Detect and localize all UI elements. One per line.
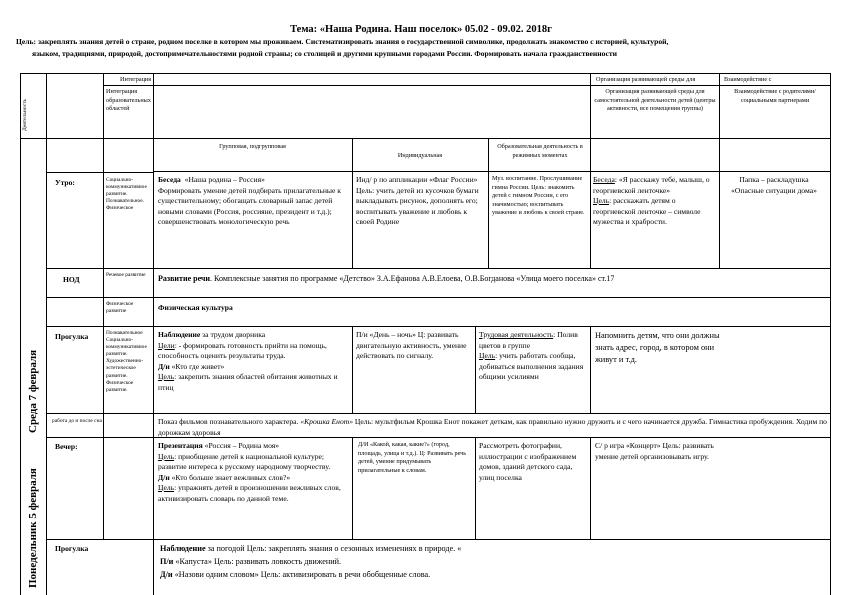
evening-group-activity	[158, 441, 350, 504]
walk2-obs-text: за погодой Цель: закреплять знания о сезонных изменениях в природе. «	[205, 544, 462, 553]
walk1-group-activity	[158, 330, 350, 393]
header-interaction: Взаимодействие с родителями/ социальными партнерами	[734, 88, 816, 104]
morning-group-title: Беседа	[158, 175, 181, 184]
walk1-integration: Познавательное Социально-коммуникативное развитие. Художественно-эстетическое развитие. Физическое развитие.	[106, 330, 147, 393]
row-label-beforesleep: работа до и после сна	[52, 418, 102, 424]
header-group: Групповая, подгрупповая	[219, 143, 286, 150]
morning-group-activity	[158, 175, 350, 228]
nod-speech-text: . Комплексные занятия по программе «Детство» З.А.Ефанова А.В.Елоева, О.В.Богданова «Улица моего поселка» ст.17	[210, 274, 615, 283]
goal-line-1: Цель: закреплять знания детей о стране, родном поселке в котором мы проживаем. Систематизировать знания о государственной символике, продолжать знакомство с историей, культурой,	[16, 37, 669, 46]
nod-integration-speech: Речевое развитие	[106, 272, 146, 278]
row-label-walk1: Прогулка	[55, 332, 89, 341]
walk1-labor-cel: Цель	[479, 351, 496, 360]
header-integration-top: Интеграция	[120, 76, 152, 83]
row-label-morning: Утро:	[55, 178, 75, 187]
morning-interaction: Папка – раскладушка «Опасные ситуации дома»	[731, 175, 817, 195]
beforesleep-text2: Цель: мультфильм Крошка Енот покажет деткам, как правильно нужно дружить и с чего начинается дружба. Гимнастика пробуждения. Ходим по дорожкам здоровья	[158, 417, 827, 437]
morning-org	[593, 175, 717, 228]
morning-org-text1: : «Я расскажу тебе, малыш, о георгиевской ленточке»	[593, 175, 710, 195]
morning-org-cel: Цель	[593, 196, 610, 205]
header-individual: Индивидуальная	[397, 152, 443, 159]
activity-vertical-label: Деятельность	[22, 98, 28, 131]
walk2-obs-title: Наблюдение	[160, 544, 206, 553]
evening-cel2-text: : упражнять детей в произношении вежливых слов, активизировать словарь по данной теме.	[158, 483, 341, 503]
row-label-evening: Вечер:	[55, 442, 78, 451]
document-title: Тема: «Наша Родина. Наш поселок» 05.02 - 09.02. 2018г	[290, 24, 552, 35]
morning-org-text2: : расскажать детям о георгиевской ленточке – символе мужества и храбрости.	[593, 196, 701, 226]
walk1-obs-title: Наблюдение	[158, 330, 201, 339]
walk1-game-title: Д/и	[158, 361, 170, 371]
walk1-cel1: Цели	[158, 340, 175, 350]
walk1-labor	[479, 330, 588, 383]
nod-speech-activity	[158, 273, 678, 284]
evening-org: С/ р игра «Концерт» Цель: развивать умение детей организовывать игру.	[595, 441, 714, 461]
evening-cel2: Цель	[158, 483, 175, 492]
morning-individual: Инд/ р по аппликации «Флаг России» Цель: учить детей из кусочков бумаги выкладывать рисунок, дополнять его; воспитывать уважение и любовь к своей Родине	[356, 175, 479, 226]
row-label-nod: НОД	[63, 275, 80, 284]
evening-pres-title: Презентация	[158, 441, 203, 450]
date-vertical-label: Среда 7 февраля	[27, 349, 39, 433]
evening-cel1-text: : приобщение детей к национальной культуре; развитие интереса к русскому народному творчеству.	[158, 451, 331, 471]
header-integration: Интеграция образовательных областей	[106, 88, 151, 113]
walk2-activity	[160, 542, 820, 581]
extra-vertical-label: Понедельник 5 февраля	[27, 468, 39, 588]
walk1-obs-text: за трудом дворника	[200, 330, 266, 339]
walk2-pi-title: П/и	[160, 557, 174, 566]
header-org: Организация развивающей среды для самостоятельной деятельности детей (центры активности, все помещения группы)	[594, 88, 716, 113]
row-label-walk2: Прогулка	[55, 544, 89, 553]
walk1-cel1-text: : - формировать готовность прийти на помощь, способность оценить результаты труда.	[158, 340, 327, 360]
morning-org-title: Беседа	[593, 175, 615, 184]
nod-integration-physical: Физическое развитие	[106, 301, 134, 315]
beforesleep-activity	[158, 417, 828, 438]
evening-regime: Рассмотреть фотографии, иллюстрации с изображением домов, зданий детского сада, улиц поселка	[479, 441, 577, 482]
evening-game-title: Д/и	[158, 472, 170, 482]
walk1-labor-text: : Полив цветов в группе	[479, 330, 578, 350]
document-goal	[16, 36, 826, 60]
evening-game-text: «Кто больше знает вежливых слов?»	[169, 472, 291, 482]
walk1-labor-title: Трудовая деятельность	[479, 330, 554, 339]
morning-regime: Муз. воспитание. Прослушивание гимна России. Цель: знакомить детей с гимном России, с его значимостью; воспитывать уважение и любовь к своей стране.	[492, 175, 585, 217]
walk2-pi-text: «Капуста» Цель: развивать ловкость движений.	[173, 557, 342, 566]
morning-integration: Социально-коммуникативное развитие. Познавательное. Физическое	[106, 177, 147, 212]
evening-pres-text: «Россия – Родина моя»	[202, 441, 280, 450]
walk2-di-title: Д/и	[160, 570, 173, 579]
walk2-di-text: «Назови одним словом» Цель: активизировать в речи обобщенные слова.	[172, 570, 431, 579]
walk1-org: Напомнить детям, что они должны знать адрес, город, в котором они живут и т.д.	[595, 331, 720, 364]
vertical-label-column	[20, 73, 47, 595]
goal-line-2: языком, традициями, природой, достопримечательностями родной страны; со столицей и другими крупными городами России. Формировать начала гражданственности	[32, 49, 617, 58]
walk1-labor-cel-text: : учить работать сообща, добиваться выполнения задания общими усилиями	[479, 351, 584, 381]
evening-individual: Д/И «Какой, какая, какие?» (город, площадь, улица и т.д.). Ц: Развивать речь детей, умение придумывать прилагательные к словам.	[358, 441, 467, 474]
walk1-game-text: «Кто где живет»	[169, 361, 225, 371]
nod-physical-activity: Физическая культура	[158, 303, 233, 312]
beforesleep-film: «Крошка Енот»	[300, 417, 354, 426]
walk1-cel2: Цель	[158, 372, 175, 381]
header-interaction-top: Взаимодействие с	[724, 76, 772, 83]
walk1-individual: П/и «День – ночь» Ц: развивать двигательную активность, умение действовать по сигналу.	[356, 330, 467, 360]
header-regime: Образовательная деятельность в режимных моментах	[497, 143, 583, 159]
morning-group-text: Формировать умение детей подбирать прилагательные к существительному; обогащать словарный запас детей новыми словами (Россия, россияне, президент и т.д.); совершенствовать монологическую речь	[158, 185, 341, 226]
nod-speech-title: Развитие речи	[158, 274, 211, 283]
evening-cel1: Цель	[158, 451, 175, 461]
beforesleep-text1: Показ фильмов познавательного характера.	[158, 417, 301, 426]
header-org-top: Организация развивающей среды для	[596, 76, 696, 83]
morning-group-topic: «Наша родина – Россия»	[184, 175, 265, 184]
walk1-cel2-text: : закрепить знания областей обитания животных и птиц	[158, 372, 338, 392]
